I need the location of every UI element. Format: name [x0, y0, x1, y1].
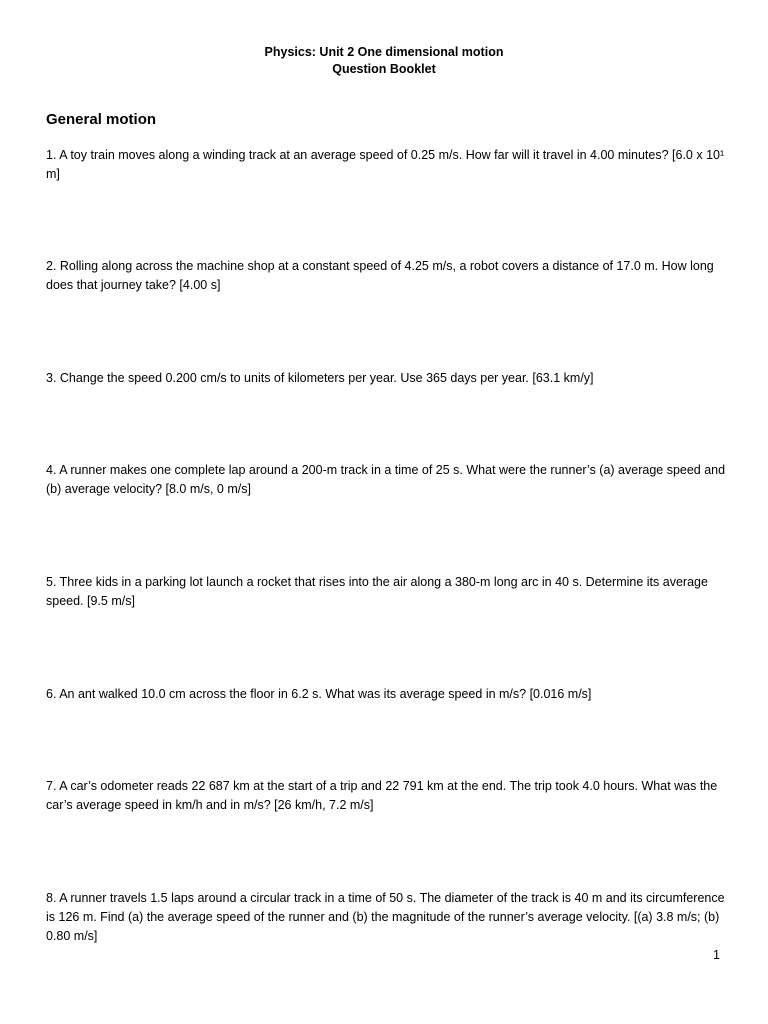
question-6: 6. An ant walked 10.0 cm across the floor in 6.2 s. What was its average speed in m/s? [0.016 m/s]	[46, 687, 592, 701]
question-1: 1. A toy train moves along a winding track at an average speed of 0.25 m/s. How far will it travel in 4.00 minutes? [6.0 x 10¹ m]	[46, 148, 725, 181]
question-4: 4. A runner makes one complete lap around a 200-m track in a time of 25 s. What were the runner’s (a) average speed and (b) average velocity? [8.0 m/s, 0 m/s]	[46, 463, 726, 496]
page-title	[0, 44, 768, 78]
question-2: 2. Rolling along across the machine shop at a constant speed of 4.25 m/s, a robot covers a distance of 17.0 m. How long does that journey take? [4.00 s]	[46, 259, 714, 292]
document-subtitle: Question Booklet	[332, 62, 436, 76]
question-3: 3. Change the speed 0.200 cm/s to units of kilometers per year. Use 365 days per year. [63.1 km/y]	[46, 371, 594, 385]
question-5: 5. Three kids in a parking lot launch a rocket that rises into the air along a 380-m long arc in 40 s. Determine its average speed. [9.5 m/s]	[46, 575, 708, 608]
question-8: 8. A runner travels 1.5 laps around a circular track in a time of 50 s. The diameter of the track is 40 m and its circumference is 126 m. Find (a) the average speed of the runner and (b) the magnitude of the runner’s average velocity. [(a) 3.8 m/s; (b) 0.80 m/s]	[46, 891, 725, 943]
question-7: 7. A car’s odometer reads 22 687 km at the start of a trip and 22 791 km at the end. The trip took 4.0 hours. What was the car’s average speed in km/h and in m/s? [26 km/h, 7.2 m/s]	[46, 779, 718, 812]
page-number: 1	[713, 948, 720, 962]
document-title: Physics: Unit 2 One dimensional motion	[264, 45, 504, 59]
section-heading: General motion	[46, 111, 157, 128]
